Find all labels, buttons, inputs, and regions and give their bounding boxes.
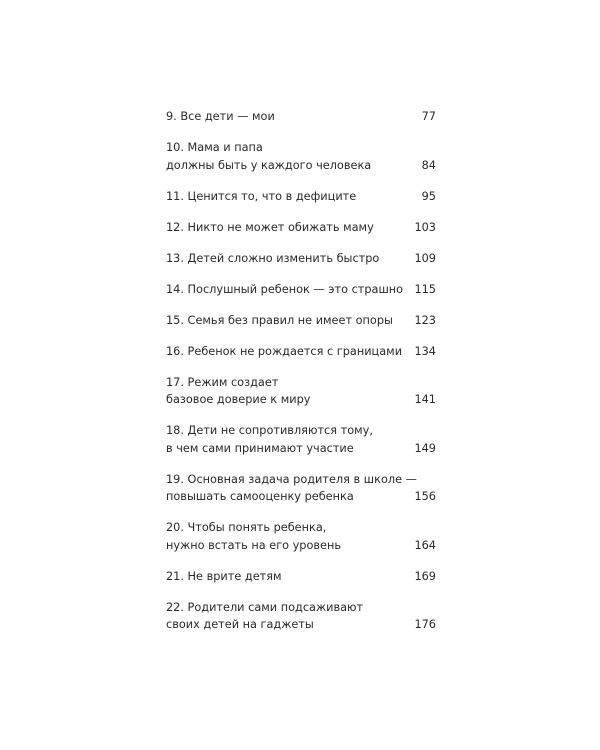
toc-entry-title (166, 568, 436, 586)
toc-entry[interactable] (166, 219, 436, 237)
toc-entry-title (166, 281, 436, 299)
toc-entry[interactable] (166, 312, 436, 330)
toc-entry[interactable] (166, 250, 436, 268)
toc-entry[interactable] (166, 471, 436, 506)
toc-entry-title-line: повышать самооценку ребенка (166, 490, 354, 503)
toc-entry-page-number: 169 (414, 569, 436, 583)
toc-entry-title-line: своих детей на гаджеты (166, 618, 314, 631)
toc-entry-title (166, 374, 436, 409)
toc-entry-page-number: 84 (421, 158, 436, 172)
toc-entry-title (166, 422, 436, 457)
toc-entry[interactable] (166, 188, 436, 206)
toc-entry[interactable] (166, 108, 436, 126)
toc-entry-title-line: 12. Никто не может обижать маму (166, 220, 374, 234)
toc-entry-page-number: 115 (414, 282, 436, 296)
toc-entry-page-number: 134 (414, 344, 436, 358)
toc-entry-title-line: базовое доверие к миру (166, 393, 311, 406)
toc-entry-title-line: 22. Родители сами подсаживают (166, 600, 364, 614)
toc-entry-title (166, 519, 436, 554)
toc-entry[interactable] (166, 139, 436, 174)
toc-entry-title-line: 14. Послушный ребенок — это страшно (166, 282, 404, 296)
toc-entry[interactable] (166, 343, 436, 361)
toc-entry[interactable] (166, 568, 436, 586)
toc-entry-page-number: 123 (414, 313, 436, 327)
toc-entry-title-line: 20. Чтобы понять ребенка, (166, 521, 327, 534)
toc-entry-title-line: должны быть у каждого человека (166, 158, 372, 172)
toc-entry-title (166, 108, 436, 126)
toc-entry-page-number: 95 (421, 189, 436, 203)
toc-entry-title (166, 599, 436, 634)
toc-entry-title-line: 15. Семья без правил не имеет опоры (166, 313, 393, 327)
toc-entry-page-number: 164 (414, 538, 436, 552)
toc-entry-title (166, 250, 436, 268)
toc-entry-title-line: 9. Все дети — мои (166, 110, 275, 123)
toc-entry-title-line: 16. Ребенок не рождается с границами (166, 344, 403, 358)
toc-entry-title-line: 19. Основная задача родителя в школе — (166, 472, 417, 486)
toc-entry-title (166, 219, 436, 237)
toc-entry[interactable] (166, 374, 436, 409)
toc-entry-title (166, 471, 436, 506)
toc-entry-title-line: 21. Не врите детям (166, 569, 282, 583)
toc-entry-title-line: 11. Ценится то, что в дефиците (166, 189, 357, 203)
toc-entry-title (166, 139, 436, 174)
toc-entry-page-number: 149 (414, 441, 436, 455)
toc-entry-page-number: 176 (414, 618, 436, 631)
toc-entry-page-number: 109 (414, 251, 436, 265)
toc-entry-title-line: в чем сами принимают участие (166, 441, 354, 455)
toc-entry-title (166, 343, 436, 361)
toc-entry[interactable] (166, 599, 436, 634)
toc-entry-title-line: 18. Дети не сопротивляются тому, (166, 424, 373, 437)
toc-entry-title (166, 188, 436, 206)
toc-entry-title-line: 13. Детей сложно изменить быстро (166, 251, 380, 265)
toc-entry-page-number: 141 (414, 393, 436, 406)
toc-entry-title (166, 312, 436, 330)
toc-entry[interactable] (166, 519, 436, 554)
toc-entry[interactable] (166, 422, 436, 457)
toc-entry-title-line: нужно встать на его уровень (166, 538, 342, 552)
toc-entry[interactable] (166, 281, 436, 299)
toc-entry-page-number: 156 (414, 490, 436, 503)
toc-entry-page-number: 103 (414, 220, 436, 234)
toc-entry-page-number: 77 (421, 110, 436, 123)
toc-entry-title-line: 17. Режим создает (166, 375, 279, 389)
toc-entry-title-line: 10. Мама и папа (166, 141, 263, 154)
table-of-contents (166, 108, 436, 647)
